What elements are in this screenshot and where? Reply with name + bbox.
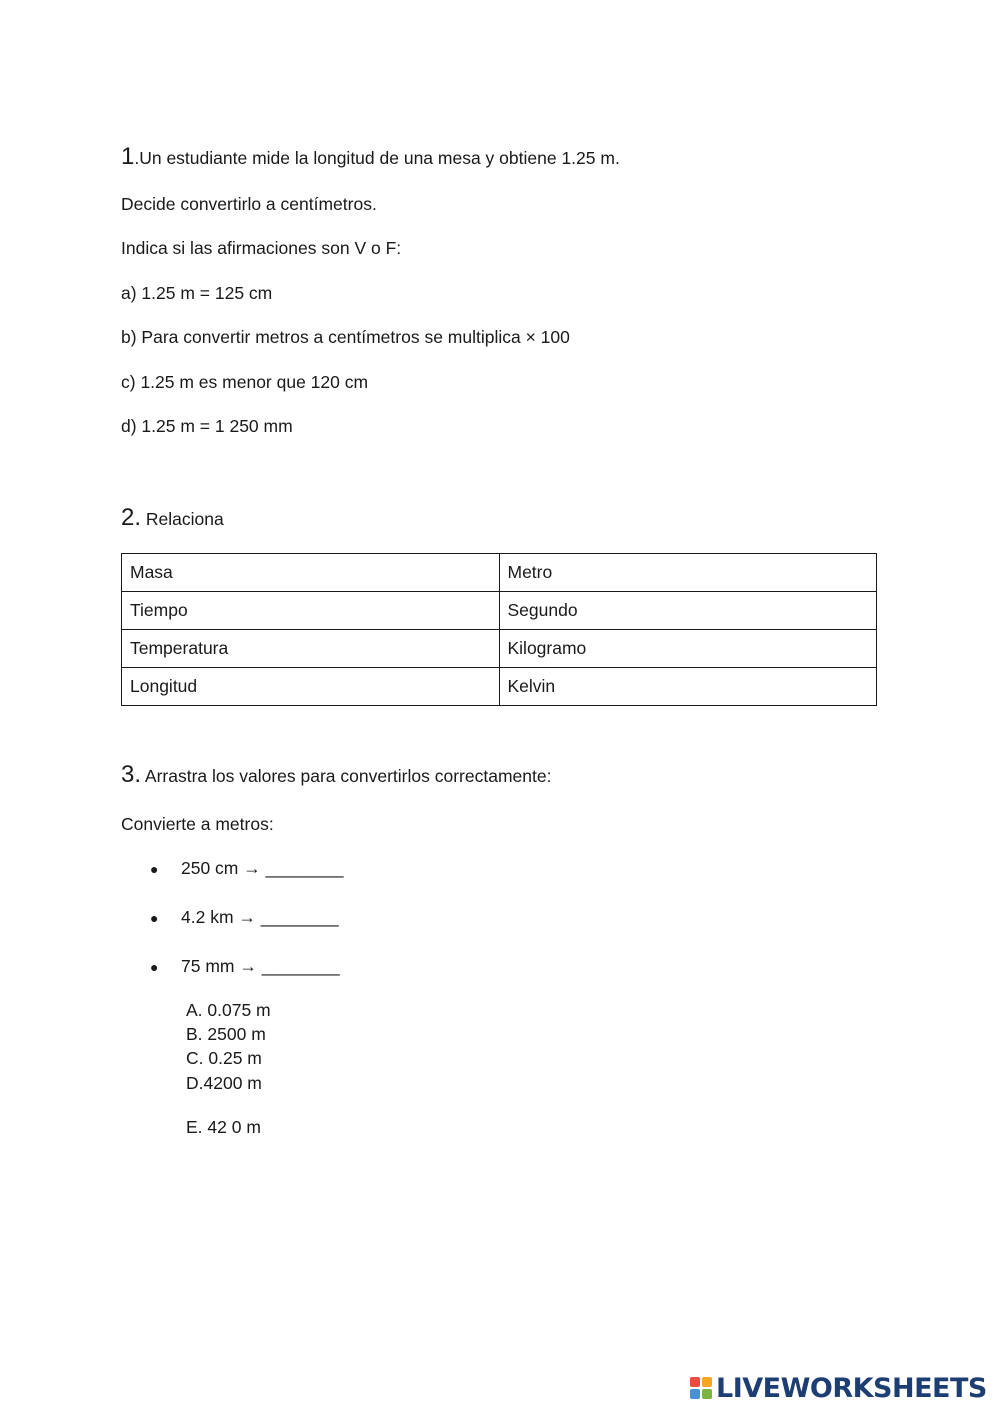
bullet-icon: ●: [150, 910, 159, 926]
relation-left-cell[interactable]: Longitud: [122, 668, 500, 706]
logo-icon: [690, 1377, 712, 1399]
question-3-number: 3.: [121, 761, 142, 788]
relation-left-cell[interactable]: Temperatura: [122, 630, 500, 668]
logo-square-icon: [690, 1377, 700, 1387]
question-1-text: .Un estudiante mide la longitud de una mesa y obtiene 1.25 m.: [134, 148, 620, 168]
relation-right-cell[interactable]: Segundo: [499, 592, 877, 630]
relation-left-cell[interactable]: Tiempo: [122, 592, 500, 630]
conversion-item: [150, 906, 339, 929]
question-2-title: [121, 504, 224, 531]
question-1-instruction: Indica si las afirmaciones son V o F:: [121, 238, 402, 258]
conversion-item-text[interactable]: 75 mm → ________: [181, 956, 340, 976]
logo-square-icon: [702, 1377, 712, 1387]
logo-square-icon: [702, 1389, 712, 1399]
statement-d[interactable]: d) 1.25 m = 1 250 mm: [121, 416, 293, 436]
answer-option-c[interactable]: C. 0.25 m: [186, 1048, 262, 1068]
question-3-subtitle: Convierte a metros:: [121, 814, 274, 834]
question-1-line2: Decide convertirlo a centímetros.: [121, 194, 377, 214]
question-3-text: Arrastra los valores para convertirlos correctamente:: [141, 766, 552, 786]
table-row: [122, 668, 877, 706]
question-3-title: [121, 761, 552, 788]
answer-option-d[interactable]: D.4200 m: [186, 1073, 262, 1093]
conversion-item-text[interactable]: 250 cm → ________: [181, 858, 344, 878]
statement-c[interactable]: c) 1.25 m es menor que 120 cm: [121, 372, 369, 392]
logo-square-icon: [690, 1389, 700, 1399]
question-1-number: 1: [121, 143, 135, 170]
bullet-icon: ●: [150, 861, 159, 877]
conversion-item: [150, 955, 340, 978]
answer-option-e[interactable]: E. 42 0 m: [186, 1117, 261, 1137]
relation-left-cell[interactable]: Masa: [122, 554, 500, 592]
liveworksheets-logo: [690, 1372, 987, 1404]
relation-right-cell[interactable]: Metro: [499, 554, 877, 592]
answer-option-a[interactable]: A. 0.075 m: [186, 1000, 271, 1020]
table-row: [122, 630, 877, 668]
question-2-number: 2.: [121, 504, 142, 531]
relation-right-cell[interactable]: Kelvin: [499, 668, 877, 706]
logo-text: LIVEWORKSHEETS: [716, 1372, 987, 1404]
statement-b[interactable]: b) Para convertir metros a centímetros se multiplica × 100: [121, 327, 570, 347]
question-1-title: [121, 143, 620, 170]
answer-option-b[interactable]: B. 2500 m: [186, 1024, 266, 1044]
question-2-text: Relaciona: [141, 509, 224, 529]
table-row: [122, 592, 877, 630]
conversion-item-text[interactable]: 4.2 km → ________: [181, 907, 339, 927]
relation-right-cell[interactable]: Kilogramo: [499, 630, 877, 668]
table-row: [122, 554, 877, 592]
conversion-item: [150, 857, 343, 880]
statement-a[interactable]: a) 1.25 m = 125 cm: [121, 283, 273, 303]
relation-table: [121, 553, 877, 706]
bullet-icon: ●: [150, 959, 159, 975]
